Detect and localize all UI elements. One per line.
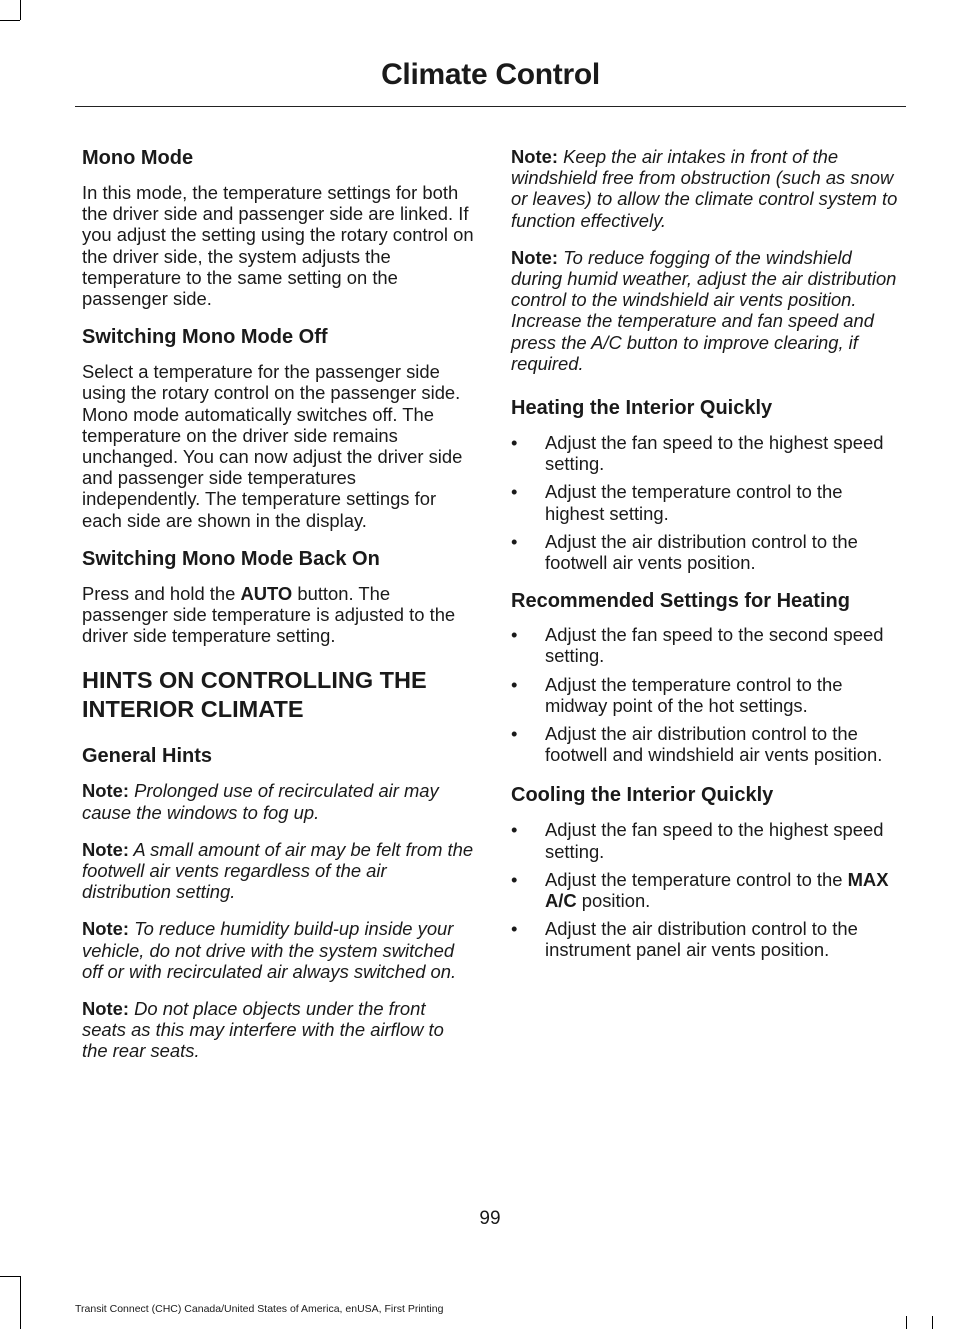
left-column [82,146,474,1078]
list-item: • Adjust the fan speed to the highest speed setting. [511,432,884,475]
list-item: • Adjust the air distribution control to the instrument panel air vents position. [511,918,858,961]
note: Note: Do not place objects under the front seats as this may interfere with the airflow to the rear seats. [82,998,444,1062]
crop-mark [0,20,20,21]
list-item: • Adjust the temperature control to the midway point of the hot settings. [511,673,843,716]
section-heading-mono-mode: Mono Mode [82,147,194,169]
section-heading-heating-quickly: Heating the Interior Quickly [511,397,773,420]
general-hints-heading: General Hints [82,745,213,768]
section-heading-mono-off: Switching Mono Mode Off [82,326,328,349]
note: Note: Prolonged use of recirculated air may cause the windows to fog up. [82,780,439,823]
page-header [75,58,906,92]
note: Note: Keep the air intakes in front of the windshield free from obstruction (such as snow or leaves) to allow the climate control system to function effectively. [511,146,898,231]
heating-quickly-list [511,432,903,573]
right-column [511,146,903,979]
list-item: • Adjust the air distribution control to the footwell air vents position. [511,530,858,574]
page-number: 99 [479,1208,501,1229]
section-heading-cooling-quickly: Cooling the Interior Quickly [511,784,774,807]
section-heading-mono-on: Switching Mono Mode Back On [82,547,380,570]
crop-mark [0,1276,20,1277]
note: Note: To reduce fogging of the windshield during humid weather, adjust the air distribution control to the windshield air vents position. Increase the temperature and fan speed and press the A/C button to improve clearing, if required. [511,246,897,374]
list-item: • Adjust the fan speed to the highest speed setting. [511,819,884,862]
crop-mark [20,0,21,20]
note: Note: A small amount of air may be felt from the footwell air vents regardless of the air distribution setting. [82,838,474,903]
list-item: • Adjust the temperature control to the MAX A/C position. [511,868,889,912]
crop-mark [20,1276,21,1329]
hints-heading: HINTS ON CONTROLLING THE INTERIOR CLIMATE [82,667,427,723]
list-item: • Adjust the air distribution control to the footwell and windshield air vents position. [511,723,883,766]
crop-mark [932,1316,933,1329]
footer-text: Transit Connect (CHC) Canada/United States of America, enUSA, First Printing [75,1303,444,1315]
page-title: Climate Control [381,58,600,91]
list-item: • Adjust the temperature control to the highest setting. [511,481,843,524]
mono-off-text: Select a temperature for the passenger side using the rotary control on the passenger side. Mono mode automatically switches off. The temperature on the driver side remains unchanged. You can now adjust the driver side and passenger side temperatures independently. The temperature settings for each side are shown in the display. [82,361,463,531]
cooling-quickly-list [511,819,903,960]
list-item: • Adjust the fan speed to the second speed setting. [511,624,884,667]
note: Note: To reduce humidity build-up inside your vehicle, do not drive with the system switched off or with recirculated air always switched on. [82,918,457,982]
mono-mode-text: In this mode, the temperature settings for both the driver side and passenger side are linked. If you adjust the setting using the rotary control on the driver side, the system adjusts the temperature to the same setting on the passenger side. [82,182,474,310]
recommended-heating-list [511,624,903,765]
header-divider [75,106,906,107]
mono-on-text: Press and hold the AUTO button. The passenger side temperature is adjusted to the driver side temperature setting. [82,582,456,647]
section-heading-recommended-heating: Recommended Settings for Heating [511,590,850,613]
crop-mark [906,1316,907,1329]
